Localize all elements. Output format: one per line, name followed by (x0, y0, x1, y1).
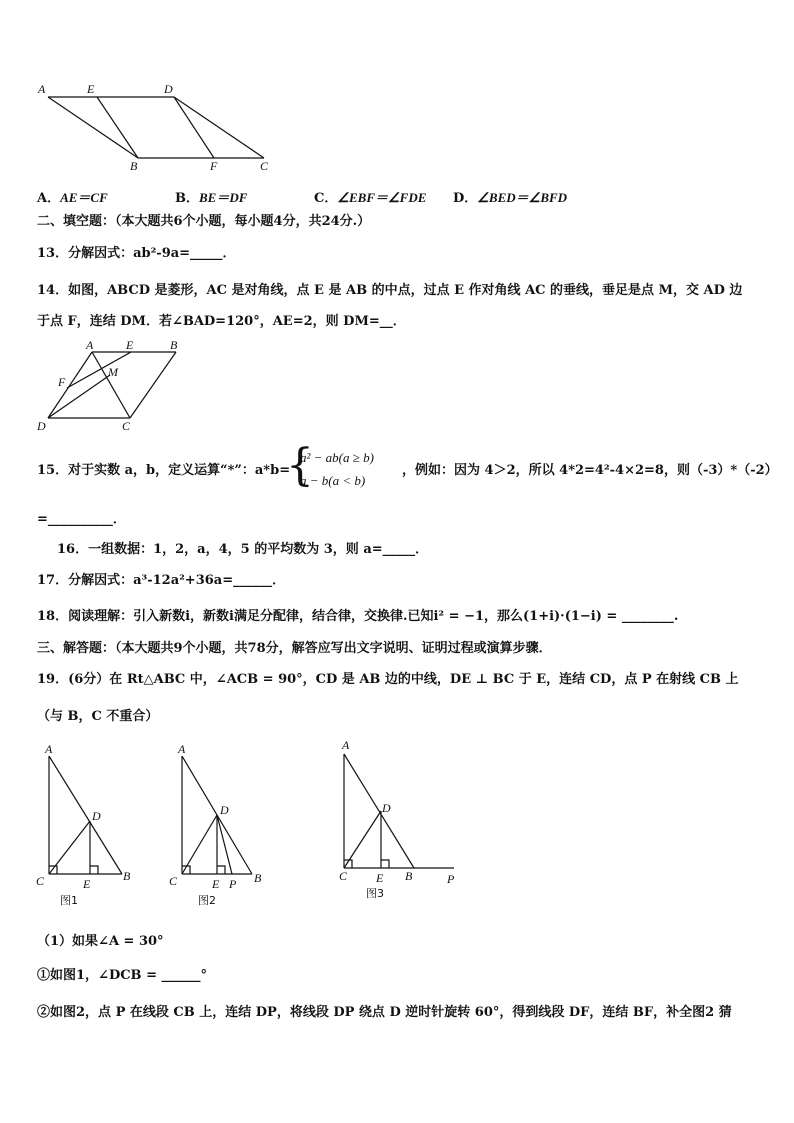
label-D: D (164, 82, 173, 96)
figure-2-q19 (166, 740, 272, 910)
label-C: C (122, 419, 131, 433)
label-B: B (170, 338, 178, 352)
figure-1-caption: 图1 (60, 894, 78, 907)
choice-a: A．AE＝CF (37, 190, 108, 206)
question-15-line-2: =__________． (37, 512, 126, 527)
section-3-heading: 三、解答题：（本大题共9个小题，共78分，解答应写出文字说明、证明过程或演算步骤． (37, 641, 552, 656)
label-A: A (342, 738, 350, 752)
question-19-part-1-1: ①如图1，∠DCB = ______° (37, 968, 207, 983)
question-19-line-2: （与 B，C 不重合） (37, 709, 159, 724)
question-17: 17．分解因式：a³-12a²+36a=______． (37, 573, 286, 588)
label-B: B (254, 871, 262, 885)
choice-d: D．∠BED＝∠BFD (453, 190, 568, 206)
label-A: A (38, 82, 46, 96)
label-B: B (130, 159, 138, 173)
figure-2-caption: 图2 (198, 894, 216, 907)
section-2-heading: 二、填空题：（本大题共6个小题，每小题4分，共24分.） (37, 214, 371, 229)
label-F: F (210, 159, 218, 173)
case-1: a² − ab(a ≥ b) (300, 450, 374, 465)
question-15-prefix: 15．对于实数 a，b，定义运算“*”：a*b= (37, 463, 291, 478)
question-14-line-1: 14．如图，ABCD 是菱形，AC 是对角线，点 E 是 AB 的中点，过点 E 作对角线 AC 的垂线，垂足是点 M，交 AD 边 (37, 283, 743, 298)
question-19-line-1: 19．(6分）在 Rt△ABC 中，∠ACB = 90°，CD 是 AB 边的中线，DE ⊥ BC 于 E，连结 CD，点 P 在射线 CB 上 (37, 672, 739, 687)
choice-b: B．BE＝DF (175, 190, 248, 206)
label-A: A (86, 338, 94, 352)
figure-3-caption: 图3 (366, 887, 384, 900)
label-D: D (220, 803, 229, 817)
label-C: C (36, 874, 45, 888)
label-D: D (92, 809, 101, 823)
figure-1-q19 (34, 740, 138, 910)
choice-c: C．∠EBF＝∠FDE (314, 190, 427, 206)
label-E: E (83, 877, 91, 891)
piecewise-definition (286, 440, 406, 492)
label-E: E (126, 338, 134, 352)
label-P: P (447, 872, 455, 886)
label-C: C (260, 159, 269, 173)
label-E: E (87, 82, 95, 96)
question-19-part-1: （1）如果∠A = 30° (37, 934, 164, 949)
rhombus-figure-q14 (34, 338, 186, 436)
question-15-suffix: ，例如：因为 4＞2，所以 4*2=4²-4×2=8，则（-3）*（-2） (402, 463, 778, 478)
case-2: a − b(a < b) (300, 473, 366, 488)
figure-3-q19 (330, 734, 466, 906)
parallelogram-figure-q12 (34, 78, 284, 178)
label-C: C (169, 874, 178, 888)
question-18: 18．阅读理解：引入新数i，新数i满足分配律，结合律，交换律.已知i² = −1，那么(1+i)·(1−i) = ________. (37, 609, 679, 624)
label-F: F (58, 375, 66, 389)
label-P: P (229, 877, 237, 891)
label-D: D (382, 801, 391, 815)
question-19-part-1-2: ②如图2，点 P 在线段 CB 上，连结 DP，将线段 DP 绕点 D 逆时针旋转 60°，得到线段 DF，连结 BF，补全图2 猜 (37, 1005, 732, 1020)
label-B: B (405, 869, 413, 883)
label-M: M (108, 365, 118, 379)
left-brace: { (286, 440, 314, 491)
label-B: B (123, 869, 131, 883)
label-A: A (45, 742, 53, 756)
question-16: 16．一组数据：1，2，a，4，5 的平均数为 3，则 a=_____． (57, 542, 429, 557)
label-D: D (37, 419, 46, 433)
question-14-line-2: 于点 F，连结 DM．若∠BAD=120°，AE=2，则 DM=__． (37, 314, 406, 329)
question-13: 13．分解因式：ab²-9a=_____． (37, 246, 236, 261)
label-A: A (178, 742, 186, 756)
label-C: C (339, 869, 348, 883)
label-E: E (376, 871, 384, 885)
label-E: E (212, 877, 220, 891)
